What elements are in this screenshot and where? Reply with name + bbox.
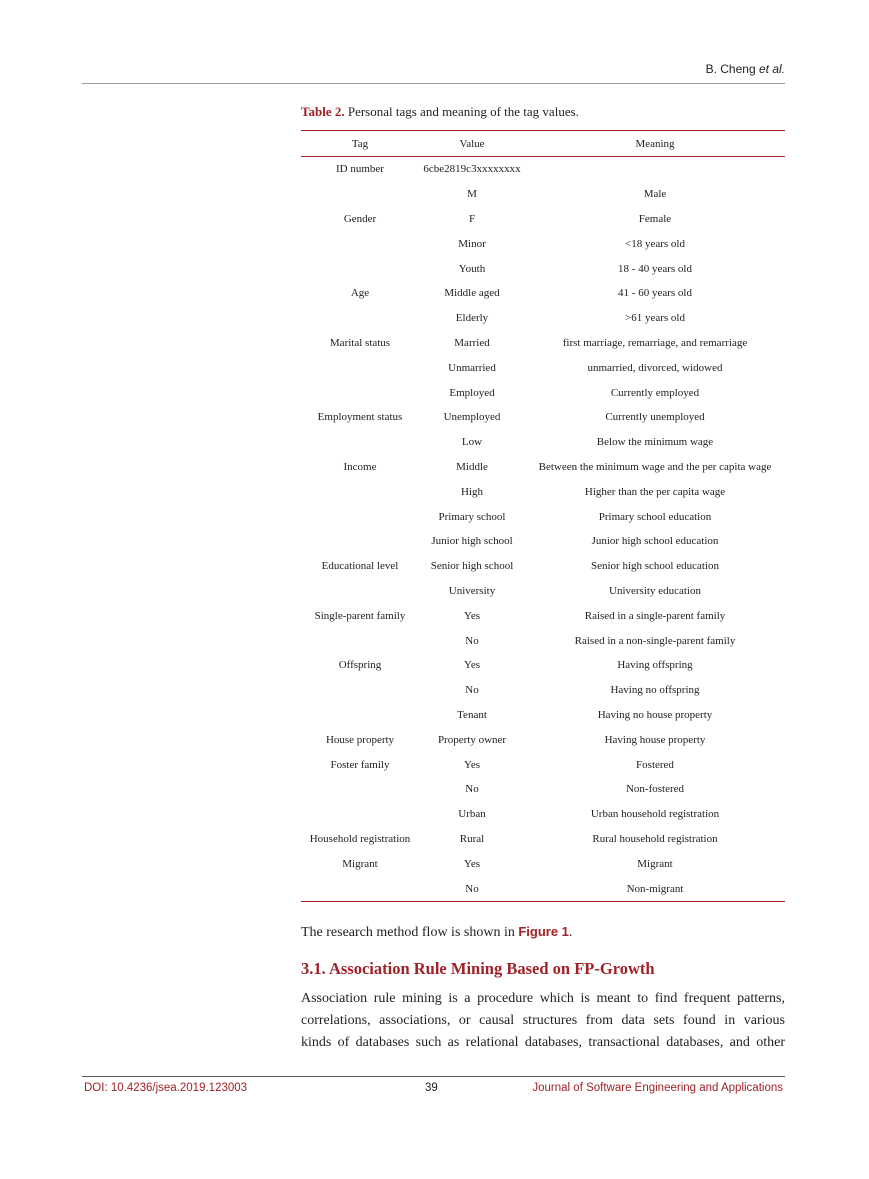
cell-meaning: >61 years old xyxy=(625,312,685,325)
cell-value: Property owner xyxy=(437,733,507,746)
cell-tag xyxy=(301,579,419,604)
body-line: Association rule mining is a procedure which is meant to find frequent patterns, xyxy=(301,991,785,1006)
table-caption xyxy=(301,104,579,120)
table-row xyxy=(301,802,785,827)
footer-journal-link[interactable]: Journal of Software Engineering and Applications xyxy=(532,1082,783,1094)
table-row xyxy=(301,479,785,504)
cell-meaning: Having offspring xyxy=(617,659,693,672)
cell-meaning: Raised in a non-single-parent family xyxy=(574,634,736,647)
section-heading: 3.1. Association Rule Mining Based on FP-Growth xyxy=(301,959,655,978)
cell-value: F xyxy=(468,212,476,225)
cell-meaning: Rural household registration xyxy=(592,832,718,845)
table-row xyxy=(301,777,785,802)
table-row xyxy=(301,430,785,455)
tag-table xyxy=(301,130,785,902)
table-row xyxy=(301,256,785,281)
table-row xyxy=(301,529,785,554)
cell-meaning: Having no house property xyxy=(597,708,713,721)
footer-divider xyxy=(82,1076,785,1077)
cell-value: Unmarried xyxy=(448,361,496,374)
cell-tag: Educational level xyxy=(321,560,399,573)
table-header-row xyxy=(301,131,785,157)
table-row xyxy=(301,703,785,728)
cell-value: Elderly xyxy=(455,312,489,325)
cell-meaning: Male xyxy=(643,188,667,201)
author-etal: et al. xyxy=(758,62,785,76)
cell-value: No xyxy=(419,876,525,901)
cell-meaning: Between the minimum wage and the per capita wage xyxy=(538,460,772,473)
cell-tag: House property xyxy=(325,733,395,746)
table-row xyxy=(301,331,785,356)
cell-meaning: Below the minimum wage xyxy=(596,436,714,449)
author-name: B. Cheng xyxy=(705,62,756,76)
table-row xyxy=(301,678,785,703)
cell-value: Minor xyxy=(458,237,486,250)
cell-value: University xyxy=(448,584,496,597)
figure-1-link[interactable]: Figure 1 xyxy=(518,924,569,939)
column-header-tag: Tag xyxy=(301,131,419,157)
cell-tag xyxy=(301,380,419,405)
cell-meaning: Fostered xyxy=(636,758,674,771)
cell-meaning: Female xyxy=(638,212,672,225)
cell-value: Yes xyxy=(463,659,480,672)
table-row xyxy=(301,752,785,777)
cell-value: Yes xyxy=(463,609,480,622)
cell-meaning: University education xyxy=(609,584,701,597)
table-row xyxy=(301,231,785,256)
cell-meaning: Migrant xyxy=(637,857,673,870)
cell-value: Yes xyxy=(463,758,480,771)
table-row xyxy=(301,851,785,876)
column-header-meaning: Meaning xyxy=(525,131,785,157)
cell-value: No xyxy=(465,783,479,796)
cell-value: No xyxy=(465,634,479,647)
cell-tag xyxy=(301,479,419,504)
cell-tag: Marital status xyxy=(329,336,391,349)
cell-tag xyxy=(301,256,419,281)
cell-value: Unemployed xyxy=(443,411,501,424)
cell-tag xyxy=(301,876,419,901)
footer-doi-link[interactable]: DOI: 10.4236/jsea.2019.123003 xyxy=(84,1082,248,1094)
cell-value: No xyxy=(465,684,479,697)
cell-tag xyxy=(301,802,419,827)
body-line: correlations, associations, or causal structures from data sets found in various xyxy=(301,1013,785,1028)
table-row xyxy=(301,207,785,232)
cell-tag: Gender xyxy=(343,212,377,225)
cell-value: High xyxy=(461,485,483,498)
table-row xyxy=(301,455,785,480)
table-row xyxy=(301,727,785,752)
cell-value: Yes xyxy=(463,857,480,870)
cell-meaning: unmarried, divorced, widowed xyxy=(587,361,723,374)
cell-value: Employed xyxy=(449,386,495,399)
cell-meaning: first marriage, remarriage, and remarriage xyxy=(562,336,748,349)
cell-tag: Single-parent family xyxy=(314,609,406,622)
cell-meaning: Having no offspring xyxy=(610,684,700,697)
column-header-value: Value xyxy=(419,131,525,157)
cell-value: Middle xyxy=(456,460,488,473)
cell-value: Senior high school xyxy=(430,560,514,573)
para-text-before: The research method flow is shown in xyxy=(301,925,519,940)
cell-meaning: 18 - 40 years old xyxy=(618,262,692,275)
table-row xyxy=(301,306,785,331)
cell-tag: Household registration xyxy=(309,832,411,845)
table-row xyxy=(301,405,785,430)
cell-tag xyxy=(301,430,419,455)
cell-meaning: Non-migrant xyxy=(525,876,785,901)
table-row xyxy=(301,380,785,405)
cell-tag: Employment status xyxy=(317,411,403,424)
cell-tag: Income xyxy=(343,460,377,473)
table-row xyxy=(301,653,785,678)
body-line: kinds of databases such as relational databases, transactional databases, and other xyxy=(301,1035,785,1050)
cell-tag: Migrant xyxy=(342,857,378,870)
cell-value: Youth xyxy=(458,262,486,275)
cell-value: 6cbe2819c3xxxxxxxx xyxy=(423,163,521,176)
cell-meaning xyxy=(525,157,785,182)
cell-value: Middle aged xyxy=(444,287,500,300)
table-row xyxy=(301,157,785,182)
page-number: 39 xyxy=(425,1082,438,1094)
cell-meaning: Higher than the per capita wage xyxy=(584,485,726,498)
cell-meaning: Junior high school education xyxy=(591,535,719,548)
cell-tag xyxy=(301,529,419,554)
cell-tag: ID number xyxy=(336,163,384,176)
table-row xyxy=(301,355,785,380)
cell-meaning: Currently unemployed xyxy=(605,411,705,424)
cell-meaning: Having house property xyxy=(604,733,706,746)
table-row xyxy=(301,603,785,628)
table-body xyxy=(301,157,785,902)
cell-meaning: Primary school education xyxy=(598,510,712,523)
cell-tag xyxy=(301,355,419,380)
cell-value: Married xyxy=(454,336,490,349)
table-row xyxy=(301,579,785,604)
cell-meaning: Currently employed xyxy=(610,386,700,399)
cell-tag xyxy=(301,182,419,207)
cell-meaning: Senior high school education xyxy=(590,560,719,573)
cell-tag xyxy=(301,306,419,331)
table-row xyxy=(301,827,785,852)
cell-tag: Age xyxy=(350,287,370,300)
cell-value: Primary school xyxy=(438,510,506,523)
header-divider xyxy=(82,83,785,84)
cell-tag xyxy=(301,628,419,653)
cell-meaning: Non-fostered xyxy=(625,783,685,796)
cell-meaning: 41 - 60 years old xyxy=(618,287,692,300)
table-row xyxy=(301,281,785,306)
cell-meaning: <18 years old xyxy=(625,237,685,250)
cell-value: Junior high school xyxy=(431,535,513,548)
cell-value: M xyxy=(467,188,477,201)
figure-reference-paragraph xyxy=(301,924,572,941)
cell-tag xyxy=(301,678,419,703)
cell-value: Urban xyxy=(458,808,486,821)
cell-tag xyxy=(301,777,419,802)
cell-value: Rural xyxy=(459,832,485,845)
cell-tag: Foster family xyxy=(330,758,390,771)
cell-value: Low xyxy=(461,436,483,449)
para-text-after: . xyxy=(568,925,573,940)
cell-tag xyxy=(301,231,419,256)
cell-tag xyxy=(301,703,419,728)
table-row xyxy=(301,628,785,653)
cell-tag xyxy=(301,504,419,529)
table-row xyxy=(301,876,785,901)
cell-meaning: Raised in a single-parent family xyxy=(584,609,726,622)
cell-value: Tenant xyxy=(457,708,487,721)
table-row xyxy=(301,554,785,579)
cell-meaning: Urban household registration xyxy=(590,808,720,821)
table-caption-label: Table 2. xyxy=(301,104,345,119)
table-row xyxy=(301,504,785,529)
table-caption-text: Personal tags and meaning of the tag values. xyxy=(347,104,579,119)
table-row xyxy=(301,182,785,207)
running-header-author xyxy=(706,62,785,76)
body-paragraph xyxy=(301,988,785,1054)
cell-tag: Offspring xyxy=(338,659,382,672)
